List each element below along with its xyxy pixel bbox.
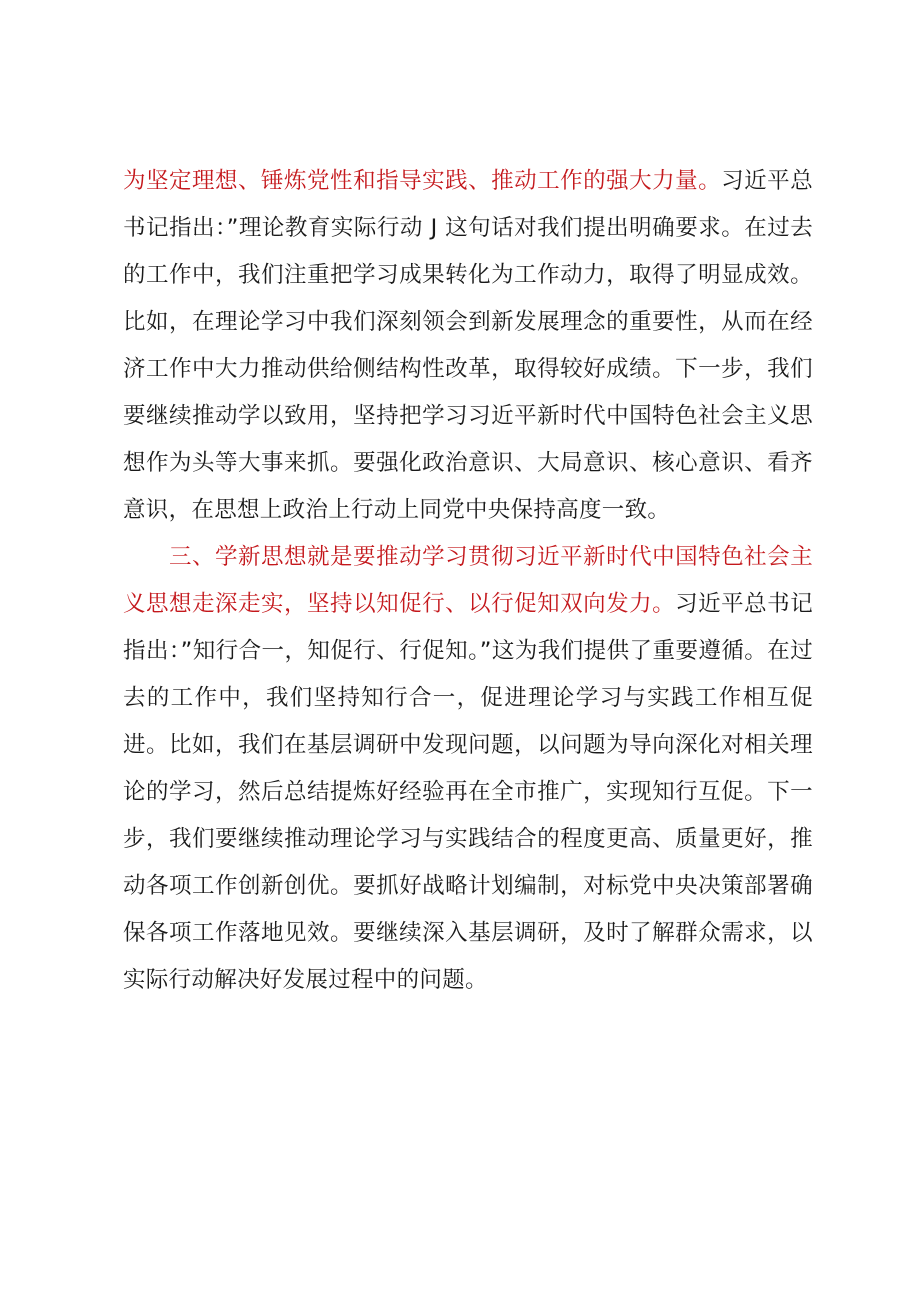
paragraph-1-text: 习近平总书记指出：”理论教育实际行动 J 这句话对我们提出明确要求。在过去的工作中，我们注重把学习成果转化为工作动力，取得了明显成效。比如，在理论学习中我们深刻领会到新发展理念的重要性，从而在经济工作中大力推动供给侧结构性改革，取得较好成绩。下一步，我们要继续推动学以致用，坚持把学习习近平新时代中国特色社会主义思想作为头等大事来抓。要强化政治意识、大局意识、核心意识、看齐意识，在思想上政治上行动上同党中央保持高度一致。	[123, 168, 813, 523]
document-body	[123, 158, 813, 1004]
paragraph-1	[123, 158, 813, 534]
paragraph-2-text: 习近平总书记指出：”知行合一，知促行、行促知。”这为我们提供了重要遵循。在过去的工作中，我们坚持知行合一，促进理论学习与实践工作相互促进。比如，我们在基层调研中发现问题，以问题为导向深化对相关理论的学习，然后总结提炼好经验再在全市推广，实现知行互促。下一步，我们要继续推动理论学习与实践结合的程度更高、质量更好，推动各项工作创新创优。要抓好战略计划编制，对标党中央决策部署确保各项工作落地见效。要继续深入基层调研，及时了解群众需求，以实际行动解决好发展过程中的问题。	[123, 591, 813, 993]
paragraph-2	[123, 534, 813, 1004]
paragraph-1-highlight: 为坚定理想、锤炼党性和指导实践、推动工作的强大力量。	[123, 168, 722, 194]
paragraph-2-highlight: 三、学新思想就是要推动学习贯彻习近平新时代中国特色社会主义思想走深走实，坚持以知促行、以行促知双向发力。	[123, 544, 813, 617]
